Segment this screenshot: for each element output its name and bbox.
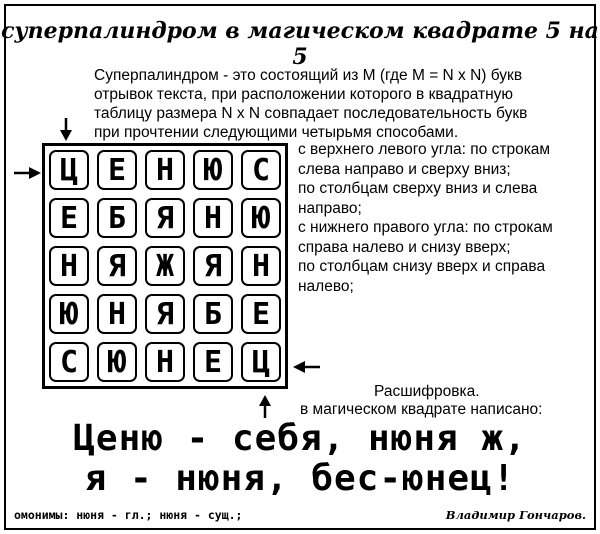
method-line: справа налево и снизу вверх; <box>298 238 511 256</box>
grid-cell: Н <box>193 198 233 238</box>
method-line: по столбцам сверху вниз и слева <box>298 180 538 197</box>
decode-subheading: в магическом квадрате написано: <box>300 401 543 418</box>
definition-line: при прочтении следующими четырьмя способами. <box>94 124 459 141</box>
arrow-up-icon <box>258 394 272 418</box>
method-line: с верхнего левого угла: по строкам <box>298 141 551 158</box>
grid-cell: Е <box>97 150 137 190</box>
grid-cell: Н <box>49 246 89 286</box>
grid-cell: Ю <box>49 294 89 334</box>
grid-cell: Я <box>145 294 185 334</box>
footer-author: Владимир Гончаров. <box>445 508 586 522</box>
grid-cell: Е <box>241 294 281 334</box>
reading-methods <box>298 140 598 296</box>
grid-cell: Ю <box>193 150 233 190</box>
grid-cell: Н <box>241 246 281 286</box>
phrase-line-2: я - нюня, бес-юнец! <box>84 458 516 499</box>
grid-cell: Я <box>97 246 137 286</box>
arrow-down-icon <box>59 118 73 142</box>
page-title: суперпалиндром в магическом квадрате 5 на 5 <box>1 18 599 70</box>
grid-cell: Н <box>145 342 185 382</box>
grid-cell: С <box>241 150 281 190</box>
method-line: слева направо и сверху вниз; <box>298 160 511 178</box>
grid-cell: С <box>49 342 89 382</box>
method-line: с нижнего правого угла: по строкам <box>298 219 553 236</box>
footer-homonyms: омонимы: нюня - гл.; нюня - сущ.; <box>14 508 243 522</box>
grid-cell: Ю <box>241 198 281 238</box>
magic-square <box>42 143 288 389</box>
arrow-left-icon <box>292 360 320 374</box>
grid-cell: Ж <box>145 246 185 286</box>
definition-line: отрывок текста, при расположении которого в квадратную <box>94 86 514 103</box>
method-line: направо; <box>298 199 362 217</box>
grid-cell: Ц <box>49 150 89 190</box>
definition-line: таблицу размера N x N совпадает последовательность букв <box>94 105 528 122</box>
definition-line: Суперпалиндром - это состоящий из M (где M = N x N) букв <box>94 67 523 84</box>
grid-cell: Е <box>193 342 233 382</box>
arrow-right-icon <box>14 166 42 180</box>
grid-cell: Е <box>49 198 89 238</box>
method-line: по столбцам снизу вверх и справа <box>298 258 546 275</box>
grid-cell: Б <box>193 294 233 334</box>
grid-cell: Б <box>97 198 137 238</box>
decode-heading: Расшифровка. <box>374 383 480 400</box>
grid-cell: Ю <box>97 342 137 382</box>
method-line: налево; <box>298 277 354 295</box>
grid-cell: Я <box>145 198 185 238</box>
grid-cell: Н <box>97 294 137 334</box>
grid-cell: Я <box>193 246 233 286</box>
grid-cell: Н <box>145 150 185 190</box>
phrase-line-1: Ценю - себя, нюня ж, <box>73 418 527 459</box>
definition-text <box>94 66 594 142</box>
grid-cell: Ц <box>241 342 281 382</box>
